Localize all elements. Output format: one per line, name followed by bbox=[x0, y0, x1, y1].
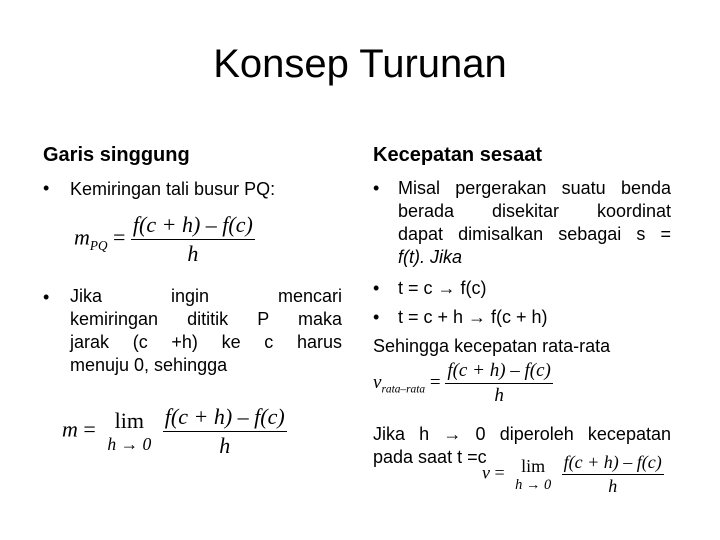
right-heading: Kecepatan sesaat bbox=[373, 144, 542, 166]
formula-average-velocity bbox=[373, 360, 553, 407]
fraction-denominator: h bbox=[562, 474, 664, 497]
text-line: f(t). Jika bbox=[398, 247, 463, 267]
text-line: berada disekitar koordinat bbox=[398, 201, 671, 221]
limit-subscript: h → 0 bbox=[107, 434, 152, 454]
limit-operator bbox=[515, 456, 551, 494]
formula-derivative-limit bbox=[62, 404, 287, 459]
text-line: menuju 0, sehingga bbox=[70, 355, 228, 375]
fraction-numerator: f(c + h) – f(c) bbox=[132, 212, 253, 237]
limit-text: lim bbox=[114, 408, 144, 433]
fraction bbox=[163, 404, 287, 459]
limit-text: lim bbox=[521, 455, 546, 476]
fraction bbox=[562, 452, 664, 497]
bullet-marker: • bbox=[43, 178, 50, 198]
text-line: dapat dimisalkan sebagai s = bbox=[398, 224, 671, 244]
fraction-numerator: f(c + h) – f(c) bbox=[447, 360, 551, 381]
formula-equals: = bbox=[494, 462, 505, 483]
text-line: jarak (c +h) ke c harus bbox=[70, 332, 342, 352]
text-line: pada saat t =c bbox=[373, 447, 487, 467]
bullet-marker: • bbox=[373, 307, 380, 327]
fraction-numerator: f(c + h) – f(c) bbox=[563, 452, 662, 472]
text-line: Jika h → 0 diperoleh kecepatan bbox=[373, 424, 671, 444]
formula-lhs: m bbox=[62, 416, 78, 442]
formula-subscript: PQ bbox=[89, 237, 108, 253]
formula-instant-velocity bbox=[482, 452, 664, 497]
left-bullet-1: Kemiringan tali busur PQ: bbox=[70, 179, 276, 199]
formula-subscript: rata–rata bbox=[381, 383, 426, 396]
fraction bbox=[445, 360, 553, 407]
fraction-denominator: h bbox=[445, 383, 553, 407]
text-line: Misal pergerakan suatu benda bbox=[398, 178, 671, 198]
text-line: Jika ingin mencari bbox=[70, 286, 342, 306]
right-bullet-3: t = c + h → f(c + h) bbox=[398, 307, 548, 327]
fraction-denominator: h bbox=[131, 239, 255, 267]
right-bullet-1 bbox=[398, 177, 671, 269]
formula-slope-chord bbox=[74, 212, 255, 267]
left-heading: Garis singgung bbox=[43, 144, 190, 166]
fraction-denominator: h bbox=[163, 431, 287, 459]
formula-equals: = bbox=[112, 224, 126, 250]
right-bullet-2: t = c → f(c) bbox=[398, 278, 487, 298]
formula-lhs: v bbox=[482, 462, 490, 483]
left-bullet-2 bbox=[70, 285, 342, 377]
slide-title: Konsep Turunan bbox=[213, 42, 507, 86]
formula-lhs: m bbox=[74, 224, 90, 250]
formula-equals: = bbox=[83, 416, 96, 442]
right-text-average: Sehingga kecepatan rata-rata bbox=[373, 336, 611, 356]
formula-lhs: v bbox=[373, 371, 382, 393]
bullet-marker: • bbox=[373, 178, 380, 198]
formula-equals: = bbox=[429, 371, 441, 393]
limit-operator bbox=[107, 408, 151, 455]
text-line: kemiringan dititik P maka bbox=[70, 309, 342, 329]
fraction-numerator: f(c + h) – f(c) bbox=[164, 404, 285, 429]
fraction bbox=[131, 212, 255, 267]
bullet-marker: • bbox=[373, 278, 380, 298]
bullet-marker: • bbox=[43, 287, 50, 307]
limit-subscript: h → 0 bbox=[515, 476, 552, 493]
